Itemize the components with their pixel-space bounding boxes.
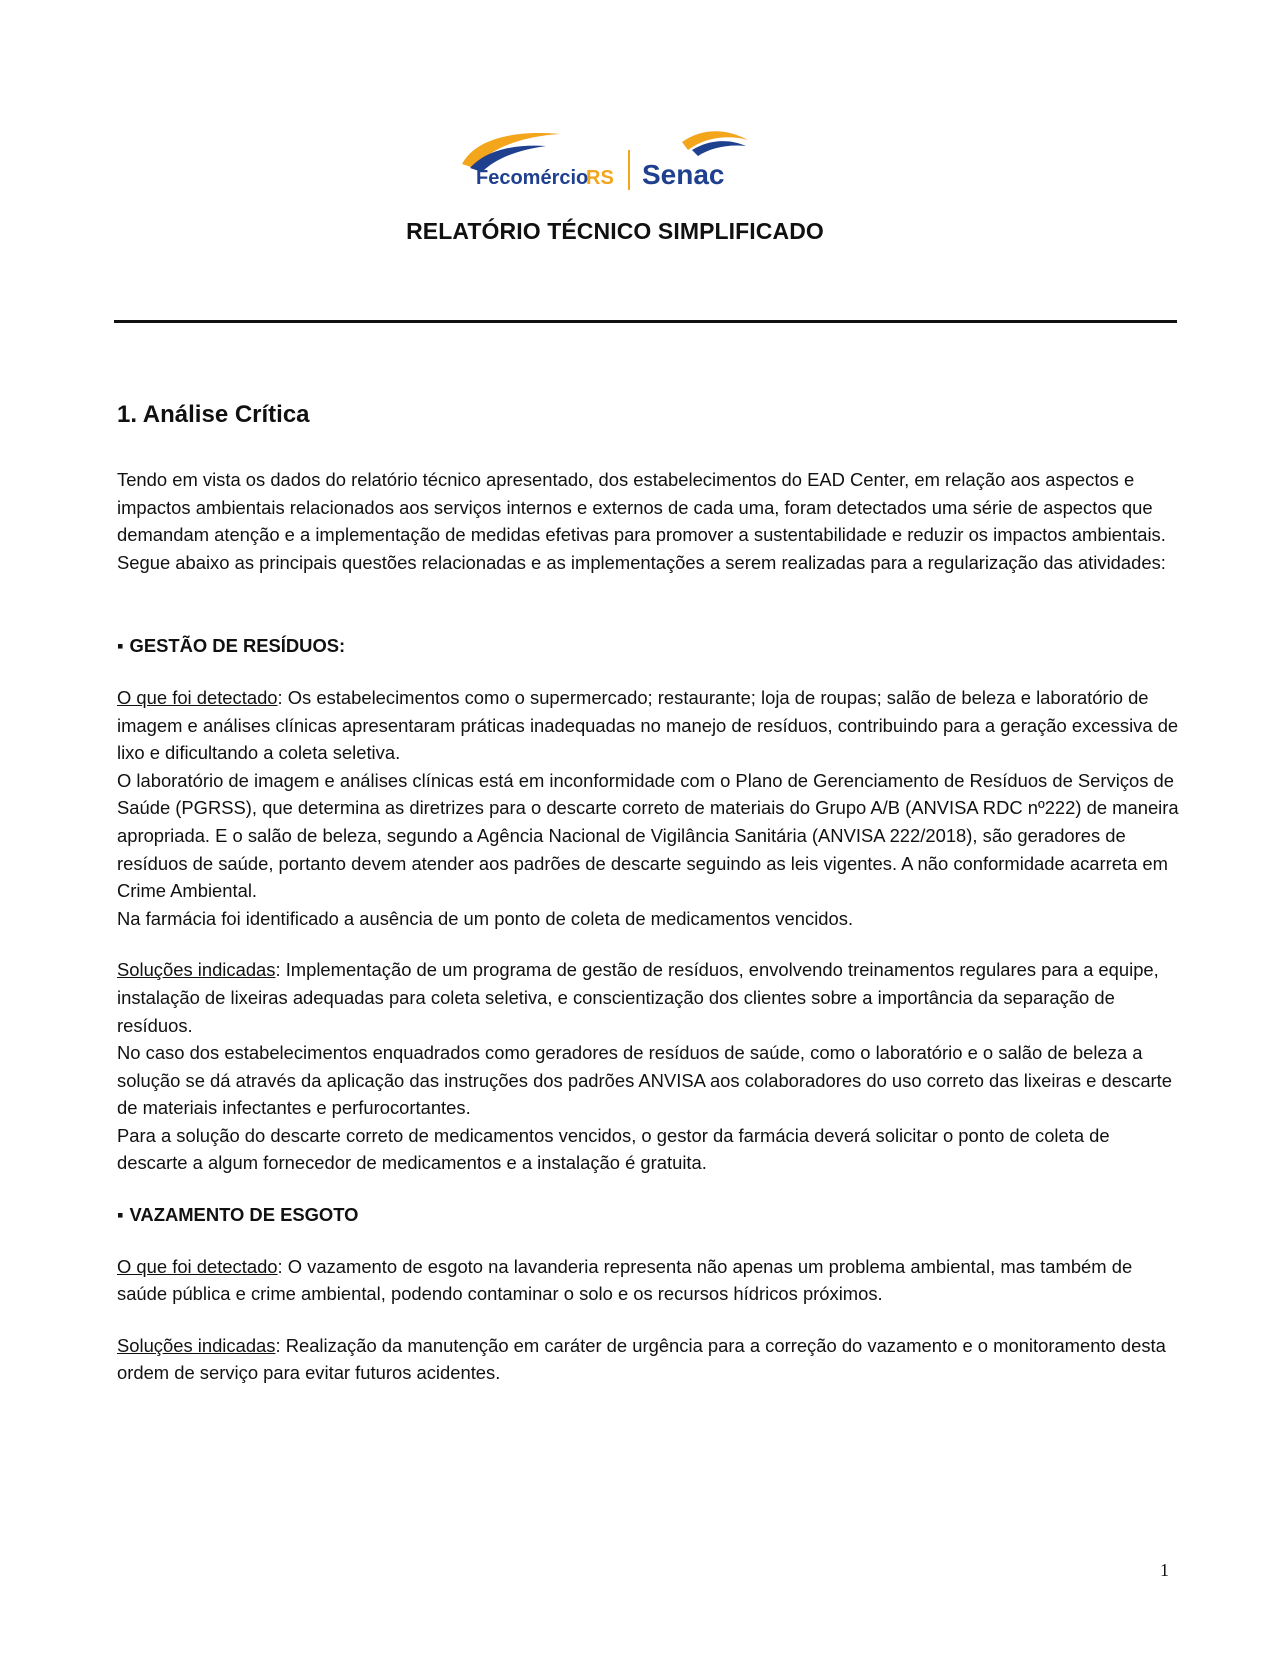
solutions-paragraph xyxy=(117,956,1179,1039)
topic-heading xyxy=(117,632,1179,660)
detected-text: : O vazamento de esgoto na lavanderia representa não apenas um problema ambiental, mas também de saúde pública e crime ambiental, podendo contaminar o solo e os recursos hídricos próximos. xyxy=(117,1255,1133,1305)
brand-logo xyxy=(456,124,776,196)
page-number: 1 xyxy=(1160,1560,1169,1580)
detected-paragraph: Na farmácia foi identificado a ausência de um ponto de coleta de medicamentos vencidos. xyxy=(117,907,854,929)
detected-paragraph: O laboratório de imagem e análises clínicas está em inconformidade com o Plano de Gerenciamento de Resíduos de Serviços de Saúde (PGRSS), que determina as diretrizes para o descarte correto de materiais do Grupo A/B (ANVISA RDC nº222) de maneira apropriada. E o salão de beleza, segundo a Agência Nacional de Vigilância Sanitária (ANVISA 222/2018), são geradores de resíduos de saúde, portanto devem atender aos padrões de descarte seguindo as leis vigentes. A não conformidade acarreta em Crime Ambiental. xyxy=(117,769,1179,902)
brand-left-suffix: RS xyxy=(586,167,614,189)
detected-label: O que foi detectado xyxy=(117,1255,278,1277)
bullet-icon: ▪ xyxy=(117,1204,124,1226)
intro-paragraph: Segue abaixo as principais questões relacionadas e as implementações a serem realizadas para a regularização das atividades: xyxy=(117,551,1166,573)
section-heading: 1. Análise Crítica xyxy=(117,401,310,428)
detected-block xyxy=(117,1253,1179,1308)
solutions-block xyxy=(117,956,1179,1177)
title-divider xyxy=(114,320,1177,323)
solutions-paragraph: Para a solução do descarte correto de medicamentos vencidos, o gestor da farmácia deverá solicitar o ponto de coleta de descarte a algum fornecedor de medicamentos e a instalação é gratuita. xyxy=(117,1124,1110,1174)
solutions-text: : Implementação de um programa de gestão de resíduos, envolvendo treinamentos regulares para a equipe, instalação de lixeiras adequadas para coleta seletiva, e conscientização dos clientes sobre a importância da separação de resíduos. xyxy=(117,959,1159,1036)
intro-block xyxy=(117,466,1179,576)
bullet-icon: ▪ xyxy=(117,635,124,657)
detected-paragraph xyxy=(117,1253,1179,1308)
topic-title: VAZAMENTO DE ESGOTO xyxy=(129,1204,359,1226)
solutions-paragraph xyxy=(117,1332,1179,1387)
brand-left-text: Fecomércio xyxy=(476,167,589,189)
topic-title: GESTÃO DE RESÍDUOS: xyxy=(129,635,346,657)
solutions-label: Soluções indicadas xyxy=(117,959,276,981)
report-content xyxy=(117,400,1179,1387)
brand-right-text: Senac xyxy=(642,159,725,190)
solutions-paragraph: No caso dos estabelecimentos enquadrados como geradores de resíduos de saúde, como o laboratório e o salão de beleza a solução se dá através da aplicação das instruções dos padrões ANVISA aos colaboradores do uso correto das lixeiras e descarte de materiais infectantes e perfurocortantes. xyxy=(117,1042,1173,1119)
solutions-label: Soluções indicadas xyxy=(117,1334,276,1356)
fecomercio-senac-logo xyxy=(456,124,776,196)
detected-label: O que foi detectado xyxy=(117,686,278,708)
solutions-text: : Realização da manutenção em caráter de urgência para a correção do vazamento e o monitoramento desta ordem de serviço para evitar futuros acidentes. xyxy=(117,1334,1166,1384)
topic-heading xyxy=(117,1201,1179,1229)
intro-paragraph: Tendo em vista os dados do relatório técnico apresentado, dos estabelecimentos do EAD Center, em relação aos aspectos e impactos ambientais relacionados aos serviços internos e externos de cada uma, foram detectados uma série de aspectos que demandam atenção e a implementação de medidas efetivas para promover a sustentabilidade e reduzir os impactos ambientais. xyxy=(117,469,1166,546)
detected-paragraph xyxy=(117,684,1179,767)
solutions-block xyxy=(117,1332,1179,1387)
document-title: RELATÓRIO TÉCNICO SIMPLIFICADO xyxy=(406,218,824,244)
detected-text: : Os estabelecimentos como o supermercado; restaurante; loja de roupas; salão de beleza e laboratório de imagem e análises clínicas apresentaram práticas inadequadas no manejo de resíduos, contribuindo para a geração excessiva de lixo e dificultando a coleta seletiva. xyxy=(117,686,1179,764)
detected-block xyxy=(117,684,1179,932)
